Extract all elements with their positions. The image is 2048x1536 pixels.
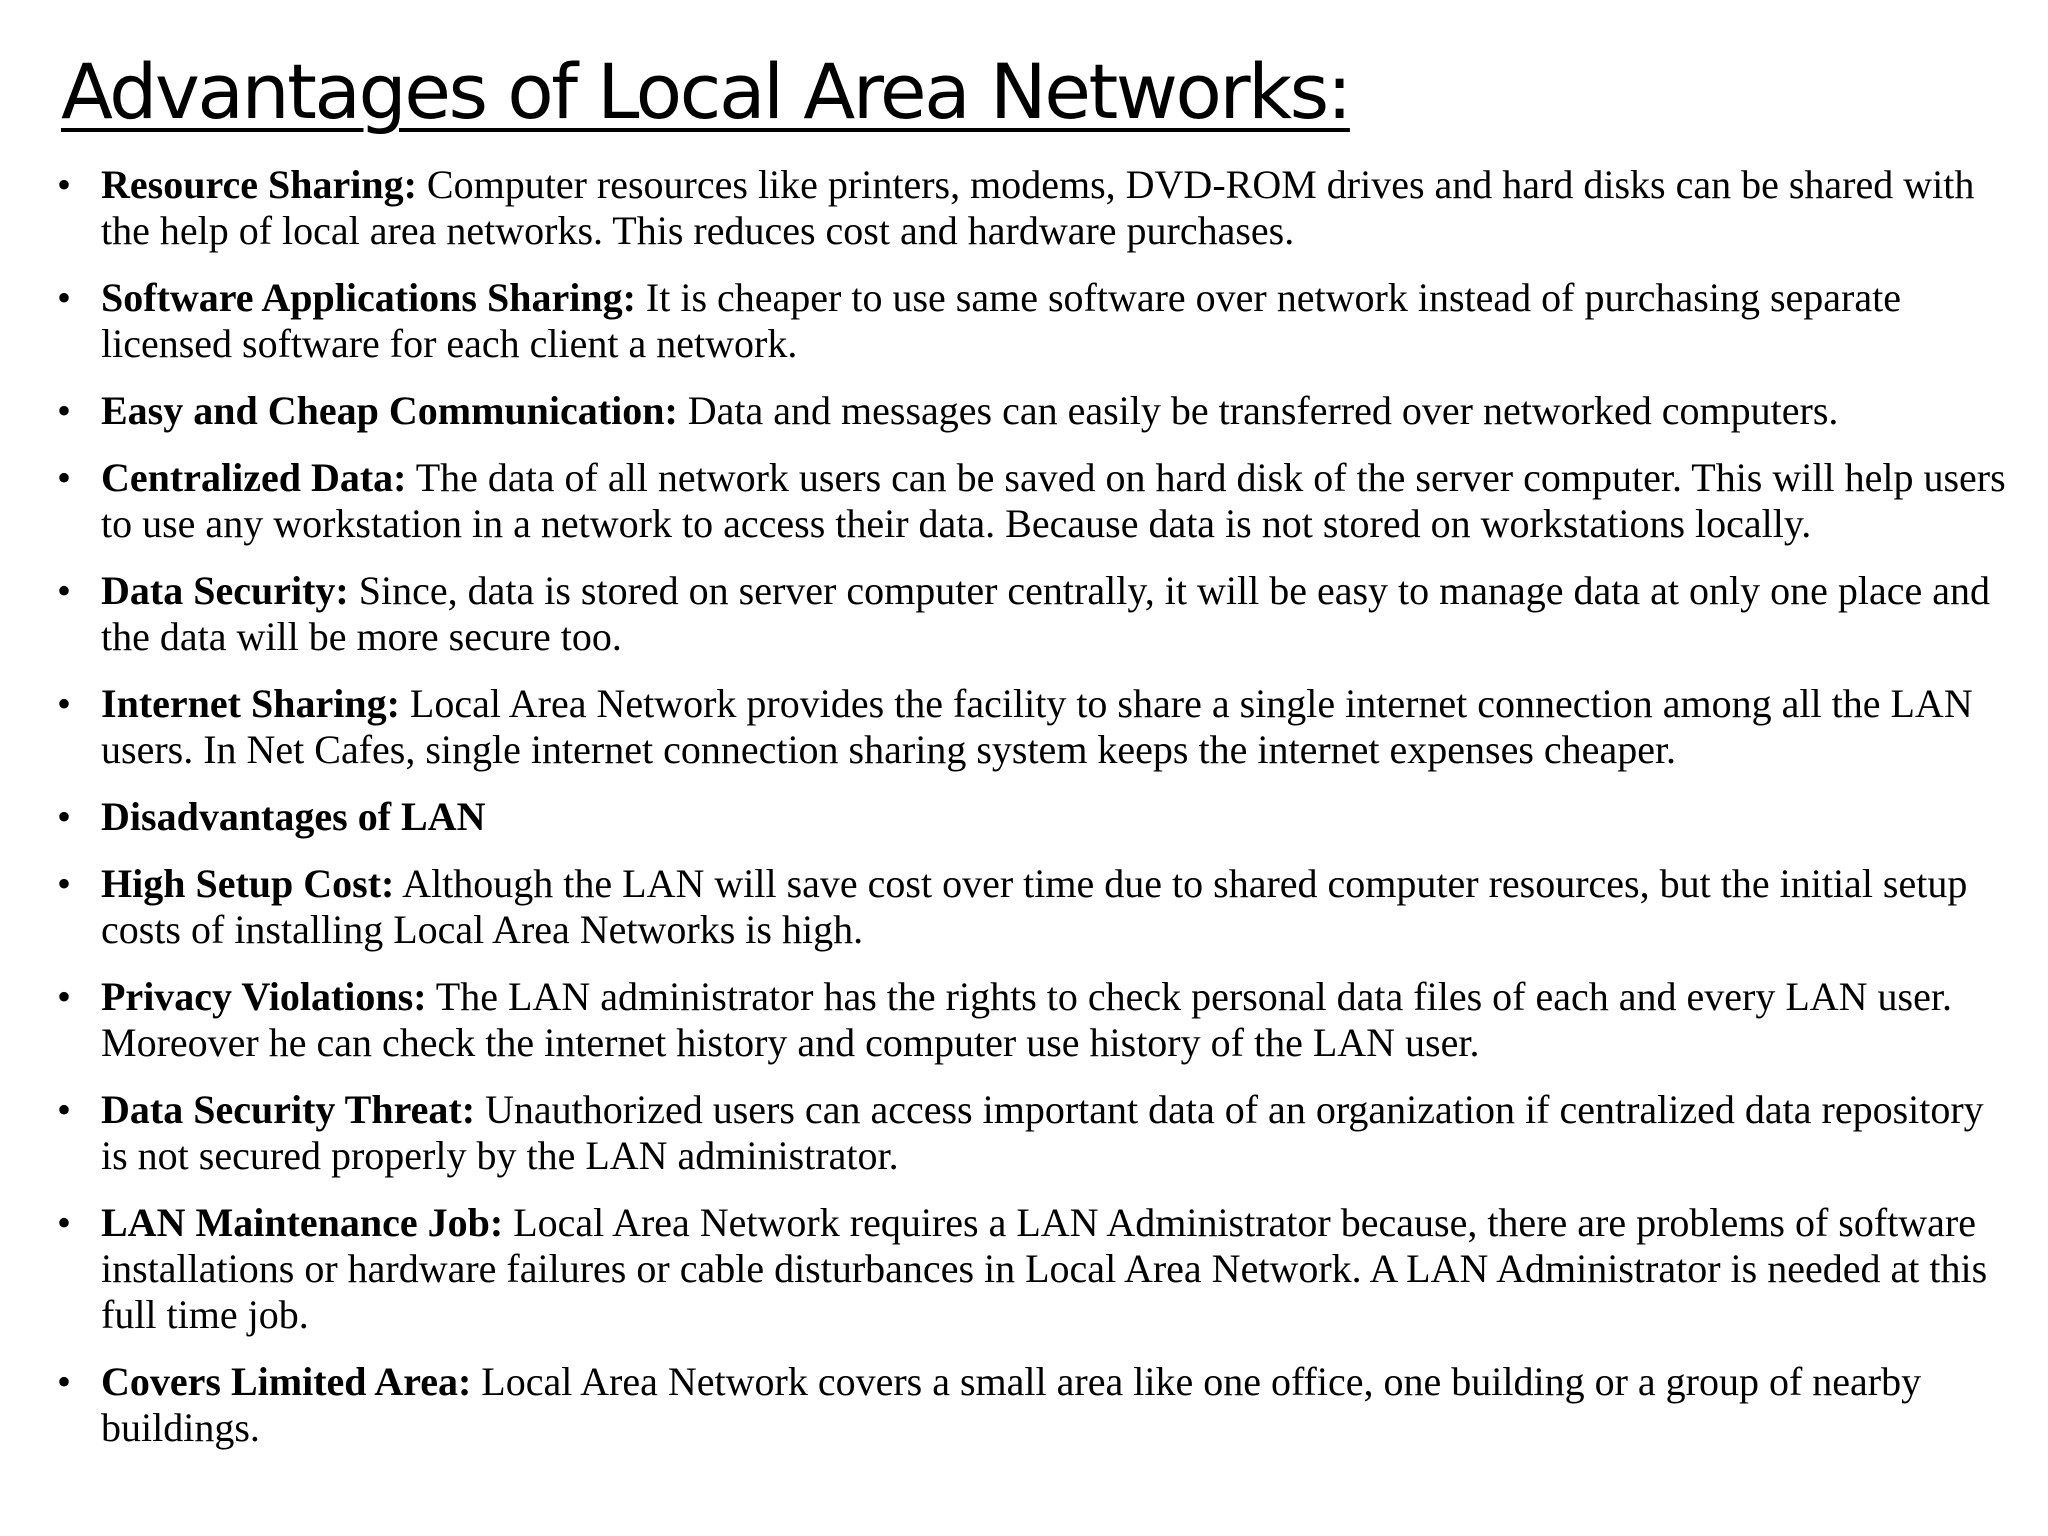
bullet-icon: • <box>57 275 72 320</box>
item-term: Privacy Violations: <box>101 974 427 1019</box>
item-term: Covers Limited Area: <box>101 1359 472 1404</box>
item-term: Centralized Data: <box>101 455 407 500</box>
item-text: Unauthorized users can access important data of an organization if centralized data repository is not secured properly by the LAN administrator. <box>101 1087 1984 1178</box>
item-term: Internet Sharing: <box>101 681 400 726</box>
item-text: Since, data is stored on server computer centrally, it will be easy to manage data at only one place and the data will be more secure too. <box>101 568 1990 659</box>
list-item <box>0 974 2048 1066</box>
item-text: The data of all network users can be saved on hard disk of the server computer. This will help users to use any workstation in a network to access their data. Because data is not stored on workstations locally. <box>101 455 2006 546</box>
list-item <box>0 455 2048 547</box>
bullet-list <box>0 162 2048 1472</box>
slide-title: Advantages of Local Area Networks: <box>61 47 1350 136</box>
item-term: LAN Maintenance Job: <box>101 1200 504 1245</box>
list-item <box>0 1200 2048 1338</box>
item-text: It is cheaper to use same software over network instead of purchasing separate licensed software for each client a network. <box>101 275 1901 366</box>
bullet-icon: • <box>57 568 72 613</box>
list-item <box>0 861 2048 953</box>
item-term: Data Security Threat: <box>101 1087 476 1132</box>
list-item <box>0 681 2048 773</box>
list-item <box>0 1087 2048 1179</box>
item-text: The LAN administrator has the rights to check personal data files of each and every LAN user. Moreover he can check the internet history and computer use history of the LAN user. <box>101 974 1952 1065</box>
bullet-icon: • <box>57 162 72 207</box>
bullet-icon: • <box>57 681 72 726</box>
bullet-icon: • <box>57 455 72 500</box>
section-heading: Disadvantages of LAN <box>101 794 486 839</box>
bullet-icon: • <box>57 794 72 839</box>
item-text: Computer resources like printers, modems, DVD-ROM drives and hard disks can be shared with the help of local area networks. This reduces cost and hardware purchases. <box>101 162 1975 253</box>
list-item <box>0 1359 2048 1451</box>
bullet-icon: • <box>57 974 72 1019</box>
item-text: Local Area Network provides the facility to share a single internet connection among all the LAN users. In Net Cafes, single internet connection sharing system keeps the internet expenses cheaper. <box>101 681 1973 772</box>
item-term: Software Applications Sharing: <box>101 275 636 320</box>
item-text: Data and messages can easily be transferred over networked computers. <box>677 388 1839 433</box>
bullet-icon: • <box>57 388 72 433</box>
item-text: Although the LAN will save cost over time due to shared computer resources, but the initial setup costs of installing Local Area Networks is high. <box>101 861 1968 952</box>
list-item <box>0 794 2048 840</box>
item-term: Easy and Cheap Communication: <box>101 388 678 433</box>
list-item <box>0 568 2048 660</box>
item-text: Local Area Network requires a LAN Administrator because, there are problems of software installations or hardware failures or cable disturbances in Local Area Network. A LAN Administrator is needed at this full time job. <box>101 1200 1988 1337</box>
list-item <box>0 275 2048 367</box>
item-term: Data Security: <box>101 568 349 613</box>
bullet-icon: • <box>57 1200 72 1245</box>
item-term: Resource Sharing: <box>101 162 417 207</box>
list-item <box>0 388 2048 434</box>
list-item <box>0 162 2048 254</box>
bullet-icon: • <box>57 1359 72 1404</box>
item-text: Local Area Network covers a small area like one office, one building or a group of nearby buildings. <box>101 1359 1922 1450</box>
bullet-icon: • <box>57 1087 72 1132</box>
item-term: High Setup Cost: <box>101 861 395 906</box>
bullet-icon: • <box>57 861 72 906</box>
